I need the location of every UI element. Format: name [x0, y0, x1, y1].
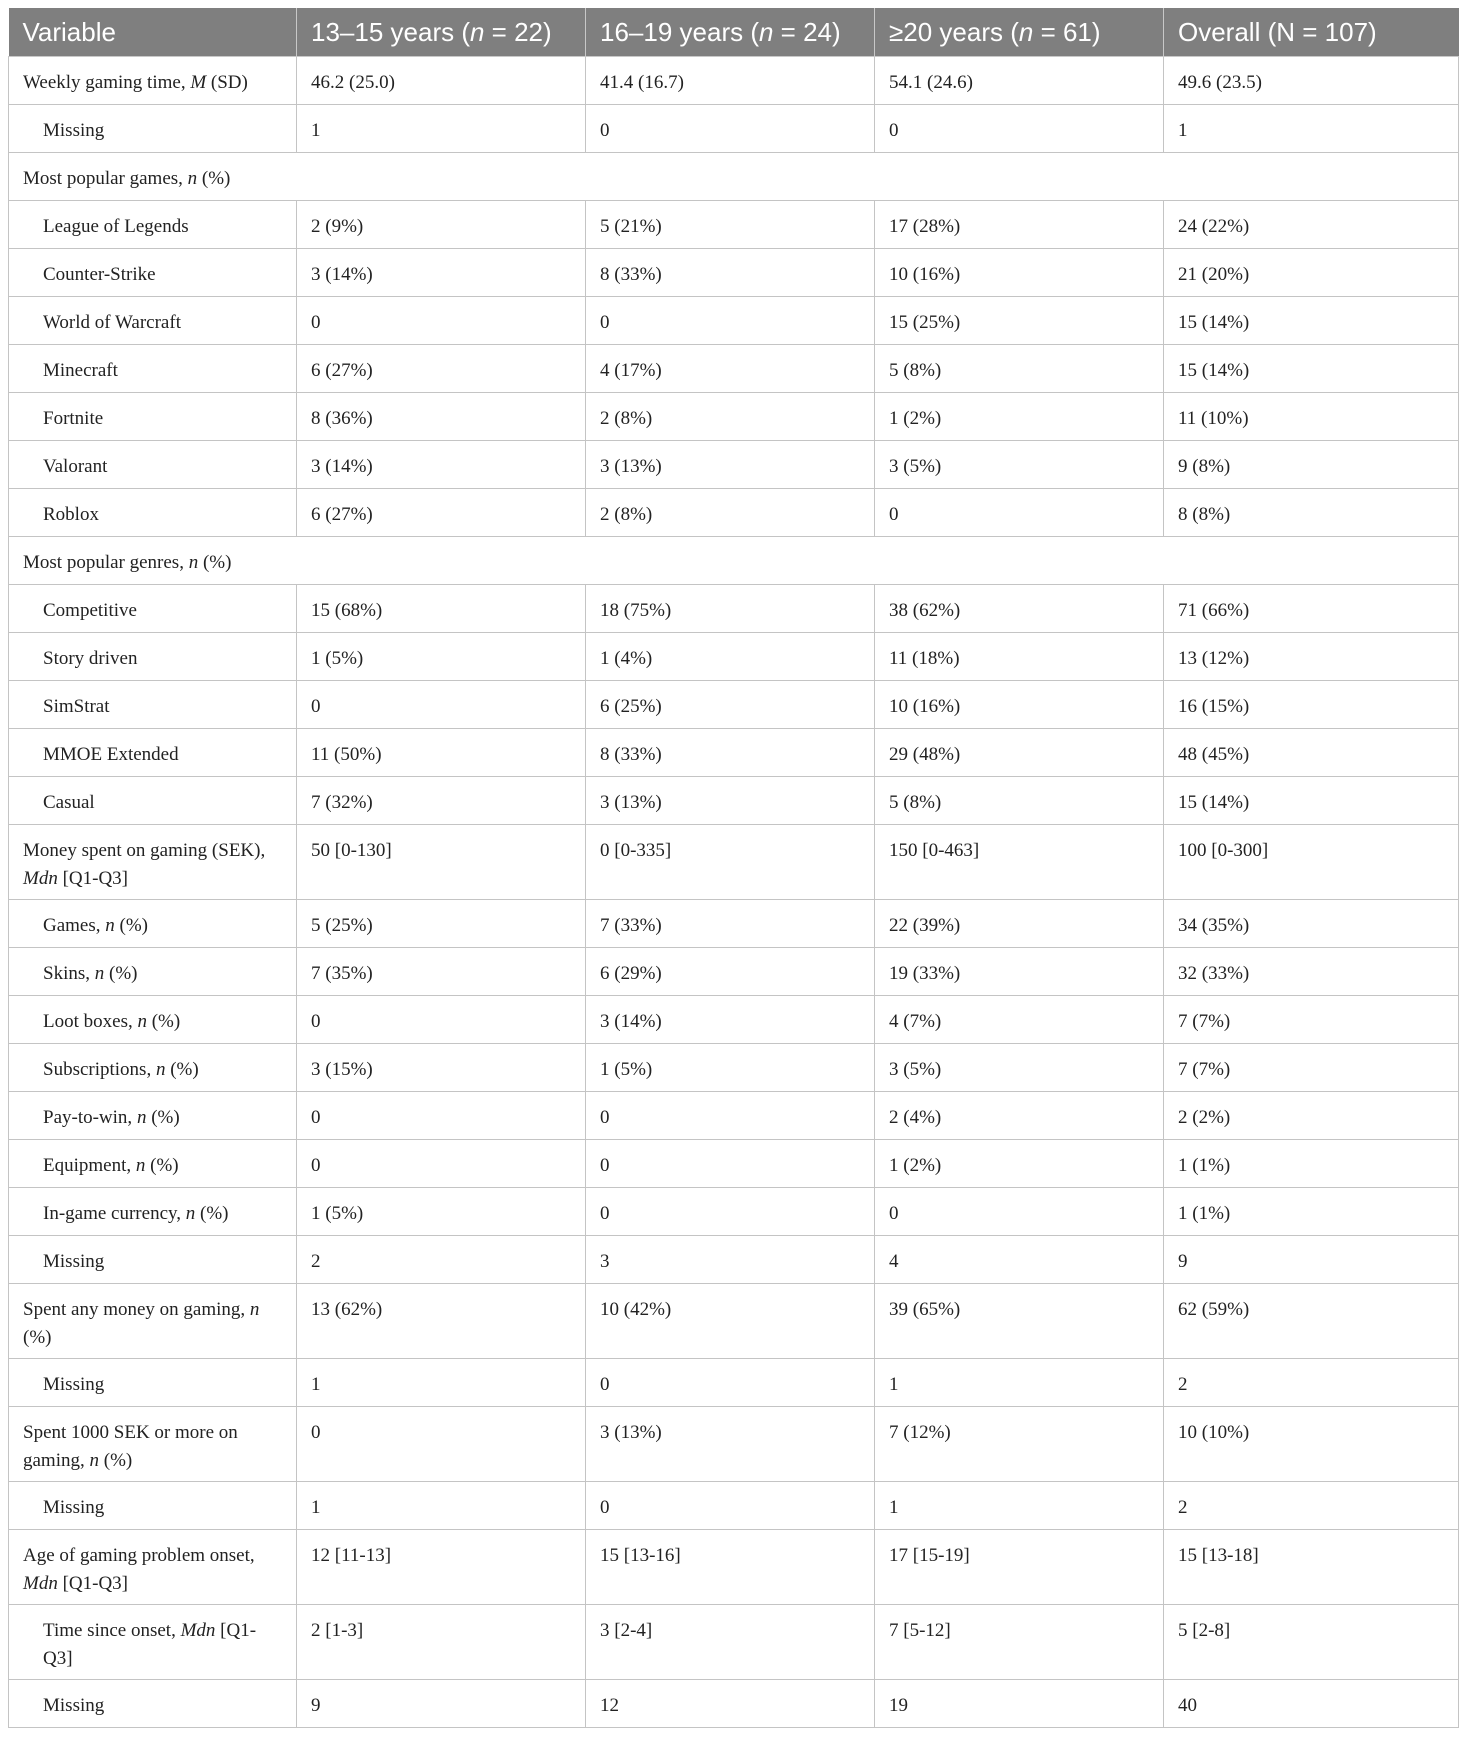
- row-label: Minecraft: [9, 345, 297, 393]
- cell: 48 (45%): [1164, 729, 1459, 777]
- table-row: [9, 57, 1459, 105]
- table-row: [9, 1092, 1459, 1140]
- cell: 13 (12%): [1164, 633, 1459, 681]
- row-label: Loot boxes, n (%): [9, 996, 297, 1044]
- header-variable: Variable: [9, 8, 297, 57]
- cell: 0: [297, 681, 586, 729]
- cell: 8 (8%): [1164, 489, 1459, 537]
- row-label: SimStrat: [9, 681, 297, 729]
- cell: 150 [0-463]: [875, 825, 1164, 900]
- cell: 41.4 (16.7): [586, 57, 875, 105]
- cell: 8 (33%): [586, 729, 875, 777]
- cell: 6 (27%): [297, 345, 586, 393]
- cell: 7 (7%): [1164, 996, 1459, 1044]
- cell: 5 (21%): [586, 201, 875, 249]
- table-row: [9, 1236, 1459, 1284]
- section-label: Most popular genres, n (%): [9, 537, 1459, 585]
- section-row: [9, 153, 1459, 201]
- table-row: [9, 249, 1459, 297]
- table-container: [8, 8, 1458, 1728]
- cell: 1 (1%): [1164, 1188, 1459, 1236]
- cell: 1: [875, 1482, 1164, 1530]
- cell: 19 (33%): [875, 948, 1164, 996]
- cell: 15 (14%): [1164, 777, 1459, 825]
- cell: 12: [586, 1680, 875, 1728]
- table-row: [9, 201, 1459, 249]
- row-label: World of Warcraft: [9, 297, 297, 345]
- cell: 0: [586, 1188, 875, 1236]
- header-row: [9, 8, 1459, 57]
- table-row: [9, 681, 1459, 729]
- cell: 50 [0-130]: [297, 825, 586, 900]
- cell: 8 (33%): [586, 249, 875, 297]
- header-20-plus: ≥20 years (n = 61): [875, 8, 1164, 57]
- table-row: [9, 1188, 1459, 1236]
- cell: 17 [15-19]: [875, 1530, 1164, 1605]
- table-row: [9, 948, 1459, 996]
- row-label: Age of gaming problem onset, Mdn [Q1-Q3]: [9, 1530, 297, 1605]
- table-row: [9, 1407, 1459, 1482]
- cell: 10 (42%): [586, 1284, 875, 1359]
- row-label: Money spent on gaming (SEK), Mdn [Q1-Q3]: [9, 825, 297, 900]
- cell: 5 (8%): [875, 777, 1164, 825]
- cell: 0: [297, 1407, 586, 1482]
- cell: 12 [11-13]: [297, 1530, 586, 1605]
- cell: 0: [297, 1092, 586, 1140]
- row-label: Valorant: [9, 441, 297, 489]
- cell: 29 (48%): [875, 729, 1164, 777]
- cell: 19: [875, 1680, 1164, 1728]
- cell: 17 (28%): [875, 201, 1164, 249]
- cell: 9: [1164, 1236, 1459, 1284]
- cell: 2 [1-3]: [297, 1605, 586, 1680]
- table-header: [9, 8, 1459, 57]
- cell: 11 (50%): [297, 729, 586, 777]
- cell: 38 (62%): [875, 585, 1164, 633]
- cell: 3 (14%): [297, 441, 586, 489]
- row-label: Fortnite: [9, 393, 297, 441]
- cell: 3 (14%): [586, 996, 875, 1044]
- cell: 3: [586, 1236, 875, 1284]
- cell: 0: [297, 996, 586, 1044]
- cell: 1 (4%): [586, 633, 875, 681]
- row-label: Weekly gaming time, M (SD): [9, 57, 297, 105]
- cell: 1 (5%): [586, 1044, 875, 1092]
- header-overall: Overall (N = 107): [1164, 8, 1459, 57]
- table-row: [9, 105, 1459, 153]
- row-label: Story driven: [9, 633, 297, 681]
- cell: 4 (7%): [875, 996, 1164, 1044]
- cell: 1: [297, 105, 586, 153]
- row-label: Casual: [9, 777, 297, 825]
- row-label: Counter-Strike: [9, 249, 297, 297]
- cell: 9 (8%): [1164, 441, 1459, 489]
- cell: 16 (15%): [1164, 681, 1459, 729]
- cell: 11 (10%): [1164, 393, 1459, 441]
- table-row: [9, 1359, 1459, 1407]
- cell: 0 [0-335]: [586, 825, 875, 900]
- cell: 7 (12%): [875, 1407, 1164, 1482]
- cell: 10 (10%): [1164, 1407, 1459, 1482]
- table-row: [9, 1044, 1459, 1092]
- cell: 71 (66%): [1164, 585, 1459, 633]
- cell: 5 (25%): [297, 900, 586, 948]
- table-row: [9, 489, 1459, 537]
- cell: 13 (62%): [297, 1284, 586, 1359]
- section-row: [9, 537, 1459, 585]
- cell: 1 (5%): [297, 633, 586, 681]
- table-row: [9, 297, 1459, 345]
- table-row: [9, 1680, 1459, 1728]
- cell: 11 (18%): [875, 633, 1164, 681]
- cell: 0: [586, 1140, 875, 1188]
- cell: 2 (2%): [1164, 1092, 1459, 1140]
- cell: 49.6 (23.5): [1164, 57, 1459, 105]
- cell: 62 (59%): [1164, 1284, 1459, 1359]
- cell: 7 (35%): [297, 948, 586, 996]
- cell: 0: [297, 1140, 586, 1188]
- table-row: [9, 633, 1459, 681]
- cell: 3 (5%): [875, 1044, 1164, 1092]
- row-label: Spent 1000 SEK or more on gaming, n (%): [9, 1407, 297, 1482]
- cell: 0: [297, 297, 586, 345]
- row-label: Spent any money on gaming, n (%): [9, 1284, 297, 1359]
- cell: 0: [586, 105, 875, 153]
- cell: 2: [1164, 1482, 1459, 1530]
- cell: 7 (33%): [586, 900, 875, 948]
- cell: 7 [5-12]: [875, 1605, 1164, 1680]
- cell: 1: [297, 1359, 586, 1407]
- cell: 1 (2%): [875, 393, 1164, 441]
- cell: 15 [13-16]: [586, 1530, 875, 1605]
- table-row: [9, 1530, 1459, 1605]
- cell: 2: [1164, 1359, 1459, 1407]
- cell: 3 (13%): [586, 777, 875, 825]
- table-row: [9, 996, 1459, 1044]
- cell: 15 (68%): [297, 585, 586, 633]
- row-label: Missing: [9, 1359, 297, 1407]
- row-label: Missing: [9, 1680, 297, 1728]
- cell: 15 [13-18]: [1164, 1530, 1459, 1605]
- cell: 39 (65%): [875, 1284, 1164, 1359]
- cell: 100 [0-300]: [1164, 825, 1459, 900]
- cell: 3 (14%): [297, 249, 586, 297]
- table-row: [9, 1140, 1459, 1188]
- cell: 0: [875, 1188, 1164, 1236]
- row-label: Missing: [9, 105, 297, 153]
- cell: 34 (35%): [1164, 900, 1459, 948]
- cell: 1 (5%): [297, 1188, 586, 1236]
- cell: 6 (25%): [586, 681, 875, 729]
- cell: 6 (29%): [586, 948, 875, 996]
- cell: 7 (7%): [1164, 1044, 1459, 1092]
- cell: 9: [297, 1680, 586, 1728]
- cell: 3 (13%): [586, 441, 875, 489]
- cell: 0: [586, 297, 875, 345]
- section-label: Most popular games, n (%): [9, 153, 1459, 201]
- cell: 21 (20%): [1164, 249, 1459, 297]
- row-label: Missing: [9, 1482, 297, 1530]
- cell: 22 (39%): [875, 900, 1164, 948]
- row-label: Time since onset, Mdn [Q1-Q3]: [9, 1605, 297, 1680]
- cell: 1 (1%): [1164, 1140, 1459, 1188]
- cell: 1: [875, 1359, 1164, 1407]
- cell: 15 (14%): [1164, 297, 1459, 345]
- cell: 7 (32%): [297, 777, 586, 825]
- data-table: [8, 8, 1459, 1728]
- cell: 2: [297, 1236, 586, 1284]
- cell: 6 (27%): [297, 489, 586, 537]
- table-row: [9, 900, 1459, 948]
- cell: 24 (22%): [1164, 201, 1459, 249]
- cell: 3 (5%): [875, 441, 1164, 489]
- row-label: Subscriptions, n (%): [9, 1044, 297, 1092]
- row-label: Roblox: [9, 489, 297, 537]
- cell: 1: [1164, 105, 1459, 153]
- cell: 2 (4%): [875, 1092, 1164, 1140]
- cell: 3 [2-4]: [586, 1605, 875, 1680]
- table-row: [9, 393, 1459, 441]
- table-row: [9, 1284, 1459, 1359]
- table-body: [9, 57, 1459, 1728]
- cell: 32 (33%): [1164, 948, 1459, 996]
- table-row: [9, 585, 1459, 633]
- cell: 15 (14%): [1164, 345, 1459, 393]
- cell: 4 (17%): [586, 345, 875, 393]
- row-label: Missing: [9, 1236, 297, 1284]
- cell: 0: [586, 1359, 875, 1407]
- cell: 46.2 (25.0): [297, 57, 586, 105]
- table-row: [9, 1605, 1459, 1680]
- cell: 2 (8%): [586, 393, 875, 441]
- table-row: [9, 1482, 1459, 1530]
- cell: 2 (9%): [297, 201, 586, 249]
- table-row: [9, 777, 1459, 825]
- cell: 0: [875, 105, 1164, 153]
- cell: 5 (8%): [875, 345, 1164, 393]
- cell: 18 (75%): [586, 585, 875, 633]
- header-16-19: 16–19 years (n = 24): [586, 8, 875, 57]
- cell: 3 (13%): [586, 1407, 875, 1482]
- row-label: Pay-to-win, n (%): [9, 1092, 297, 1140]
- table-row: [9, 441, 1459, 489]
- cell: 8 (36%): [297, 393, 586, 441]
- cell: 10 (16%): [875, 681, 1164, 729]
- row-label: Competitive: [9, 585, 297, 633]
- cell: 10 (16%): [875, 249, 1164, 297]
- row-label: In-game currency, n (%): [9, 1188, 297, 1236]
- cell: 1 (2%): [875, 1140, 1164, 1188]
- header-13-15: 13–15 years (n = 22): [297, 8, 586, 57]
- row-label: League of Legends: [9, 201, 297, 249]
- cell: 2 (8%): [586, 489, 875, 537]
- cell: 0: [875, 489, 1164, 537]
- cell: 40: [1164, 1680, 1459, 1728]
- row-label: Equipment, n (%): [9, 1140, 297, 1188]
- cell: 0: [586, 1482, 875, 1530]
- cell: 3 (15%): [297, 1044, 586, 1092]
- table-row: [9, 345, 1459, 393]
- cell: 15 (25%): [875, 297, 1164, 345]
- row-label: Skins, n (%): [9, 948, 297, 996]
- cell: 5 [2-8]: [1164, 1605, 1459, 1680]
- cell: 54.1 (24.6): [875, 57, 1164, 105]
- cell: 1: [297, 1482, 586, 1530]
- cell: 4: [875, 1236, 1164, 1284]
- cell: 0: [586, 1092, 875, 1140]
- table-row: [9, 825, 1459, 900]
- row-label: MMOE Extended: [9, 729, 297, 777]
- table-row: [9, 729, 1459, 777]
- row-label: Games, n (%): [9, 900, 297, 948]
